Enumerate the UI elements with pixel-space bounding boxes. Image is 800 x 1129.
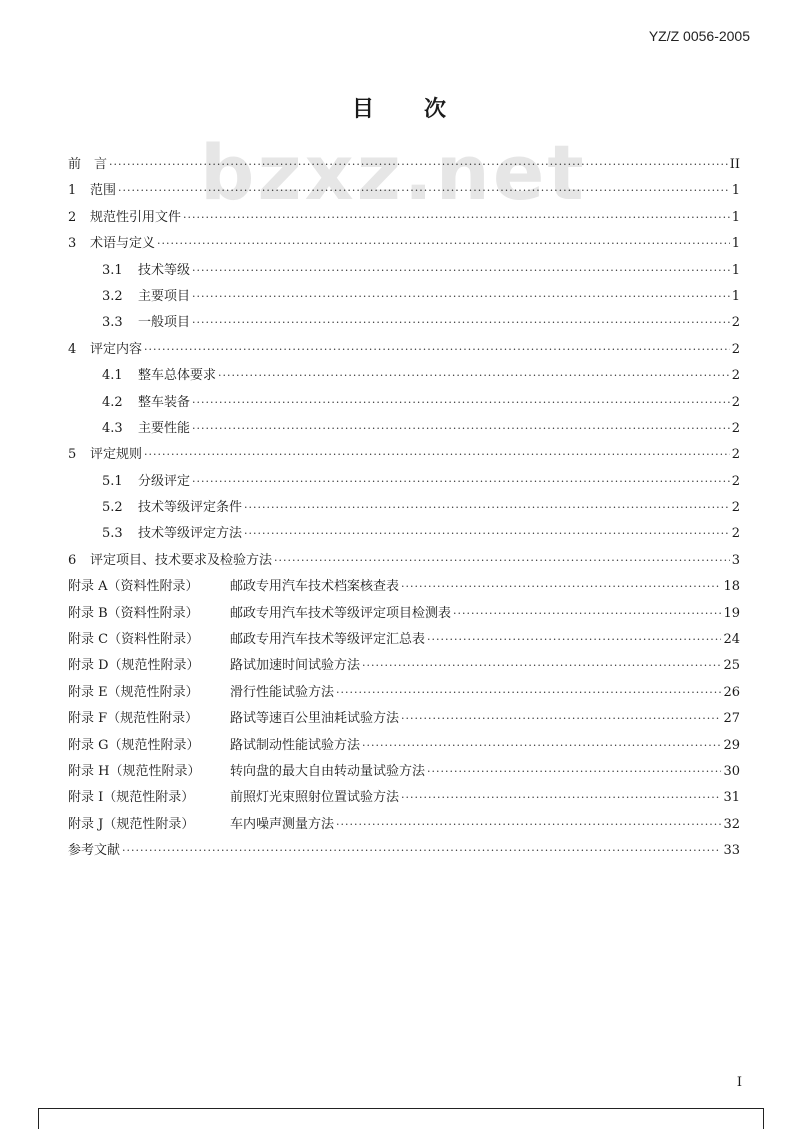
toc-entry-label: 邮政专用汽车技术档案核查表 [230,579,400,595]
toc-entry-number: 附录 A（资料性附录） [68,579,199,595]
toc-entry[interactable] [68,178,740,204]
toc-entry-number: 附录 H（规范性附录） [68,763,201,779]
toc-entry-number: 附录 E（规范性附录） [68,684,199,700]
dot-leader [192,390,730,416]
dot-leader [109,152,728,178]
toc-entry-page: 2 [731,500,740,516]
toc-entry-label: 主要性能 [138,420,191,436]
toc-entry[interactable] [68,838,740,864]
toc-entry-page: 2 [731,473,740,489]
dot-leader [192,258,730,284]
toc-entry-page: 3 [731,552,740,568]
dot-leader [427,627,721,653]
toc-entry[interactable] [68,495,740,521]
toc-entry-label: 路试等速百公里油耗试验方法 [230,711,400,727]
toc-entry-page: 30 [723,763,740,779]
toc-entry-label: 邮政专用汽车技术等级评定汇总表 [230,632,426,648]
toc-entry-label: 评定项目、技术要求及检验方法 [90,552,273,568]
toc-entry-number: 附录 B（资料性附录） [68,605,199,621]
toc-entry-number: 附录 J（规范性附录） [68,816,195,832]
dot-leader [401,785,721,811]
toc-entry-page: 19 [723,605,740,621]
toc-entry-page: 1 [731,288,740,304]
page-title: 目 次 [351,96,448,122]
toc-entry-page: 33 [723,843,740,859]
toc-entry-annex[interactable] [68,601,740,627]
toc-entry-label: 技术等级 [138,262,191,278]
toc-entry-label: 路试加速时间试验方法 [230,658,361,674]
toc-entry-page: 1 [731,236,740,252]
toc-entry[interactable] [68,258,740,284]
toc-entry[interactable] [68,416,740,442]
toc-entry-page: 2 [731,447,740,463]
toc-entry-number: 附录 C（资料性附录） [68,632,200,648]
toc-entry-annex[interactable] [68,759,740,785]
toc-entry-number: 5.1 [102,473,123,489]
toc-entry-number: 5.3 [102,526,123,542]
toc-entry[interactable] [68,231,740,257]
toc-entry-number: 附录 I（规范性附录） [68,790,195,806]
toc-entry-page: 2 [731,315,740,331]
toc-entry-annex[interactable] [68,574,740,600]
dot-leader [453,601,721,627]
toc-entry-label: 评定规则 [90,447,143,463]
toc-entry-number: 3.2 [102,288,123,304]
toc-entry-number: 3 [68,236,77,252]
toc-entry-page: 2 [731,341,740,357]
toc-entry-label: 车内噪声测量方法 [230,816,335,832]
toc-entry[interactable] [68,363,740,389]
toc-entry[interactable] [68,337,740,363]
toc-entry[interactable] [68,284,740,310]
toc-entry-page: 31 [723,790,740,806]
toc-entry-page: 1 [731,183,740,199]
dot-leader [192,416,730,442]
dot-leader [336,680,721,706]
toc-entry-annex[interactable] [68,627,740,653]
toc-entry-label: 前照灯光束照射位置试验方法 [230,790,400,806]
toc-entry-number: 6 [68,552,77,568]
toc-entry-page: 32 [723,816,740,832]
toc-entry-number: 5 [68,447,77,463]
toc-entry-page: 27 [723,711,740,727]
dot-leader [192,310,730,336]
toc-entry-number: 2 [68,209,77,225]
toc-entry-label: 路试制动性能试验方法 [230,737,361,753]
bottom-frame-border [38,1108,764,1129]
toc-entry-label: 范围 [90,183,117,199]
toc-entry-label: 规范性引用文件 [90,209,182,225]
dot-leader [244,521,730,547]
toc-entry-page: 1 [731,262,740,278]
watermark: bzxz.net [200,128,587,217]
toc-entry-page: 2 [731,420,740,436]
toc-entry[interactable] [68,152,740,178]
dot-leader [192,469,730,495]
toc-entry-annex[interactable] [68,653,740,679]
toc-entry-number: 附录 F（规范性附录） [68,711,199,727]
dot-leader [401,706,721,732]
toc-entry-number: 参考文献 [68,843,121,859]
dot-leader [144,442,730,468]
toc-entry-page: 2 [731,526,740,542]
toc-entry-label: 主要项目 [138,288,191,304]
dot-leader [336,812,721,838]
toc-entry-page: 24 [723,632,740,648]
dot-leader [274,548,730,574]
document-code: YZ/Z 0056-2005 [648,28,750,44]
toc-entry-page: 26 [723,684,740,700]
toc-entry[interactable] [68,205,740,231]
dot-leader [118,178,730,204]
dot-leader [192,284,730,310]
toc-entry-annex[interactable] [68,812,740,838]
toc-entry-label: 整车总体要求 [138,368,217,384]
dot-leader [244,495,730,521]
toc-entry-page: 18 [723,579,740,595]
toc-entry-number: 5.2 [102,500,123,516]
toc-entry-label: 评定内容 [90,341,143,357]
toc-entry[interactable] [68,469,740,495]
toc-entry-number: 4.3 [102,420,123,436]
toc-entry-number: 附录 D（规范性附录） [68,658,200,674]
toc-entry-label: 技术等级评定条件 [138,500,243,516]
toc-entry[interactable] [68,390,740,416]
toc-entry-number: 4 [68,341,77,357]
toc-entry-number: 3.3 [102,315,123,331]
toc-entry-label: 技术等级评定方法 [138,526,243,542]
toc-entry-annex[interactable] [68,680,740,706]
dot-leader [362,733,721,759]
toc-entry-page: II [729,157,740,172]
dot-leader [183,205,730,231]
toc-entry-label: 邮政专用汽车技术等级评定项目检测表 [230,605,452,621]
toc-entry-annex[interactable] [68,733,740,759]
toc-entry[interactable] [68,310,740,336]
dot-leader [401,574,721,600]
page-folio: I [736,1075,742,1090]
dot-leader [144,337,730,363]
toc-entry-label: 转向盘的最大自由转动量试验方法 [230,763,426,779]
dot-leader [427,759,721,785]
toc-entry-label: 术语与定义 [90,236,156,252]
dot-leader [157,231,730,257]
table-of-contents [68,152,740,865]
toc-entry-label: 整车装备 [138,394,191,410]
toc-entry-label: 分级评定 [138,473,191,489]
toc-entry[interactable] [68,548,740,574]
toc-entry-number: 4.1 [102,368,123,384]
toc-entry-page: 29 [723,737,740,753]
toc-entry-page: 2 [731,394,740,410]
toc-entry-number: 前 言 [68,157,108,172]
toc-entry-number: 附录 G（规范性附录） [68,737,200,753]
toc-entry-page: 25 [723,658,740,674]
toc-entry-label: 滑行性能试验方法 [230,684,335,700]
toc-entry-annex[interactable] [68,706,740,732]
toc-entry[interactable] [68,521,740,547]
toc-entry-number: 4.2 [102,394,123,410]
toc-entry-label: 一般项目 [138,315,191,331]
toc-entry-number: 3.1 [102,262,123,278]
dot-leader [362,653,721,679]
toc-entry-page: 2 [731,368,740,384]
toc-entry-page: 1 [731,209,740,225]
toc-entry-annex[interactable] [68,785,740,811]
dot-leader [122,838,721,864]
dot-leader [218,363,730,389]
toc-entry-number: 1 [68,183,77,199]
toc-entry[interactable] [68,442,740,468]
